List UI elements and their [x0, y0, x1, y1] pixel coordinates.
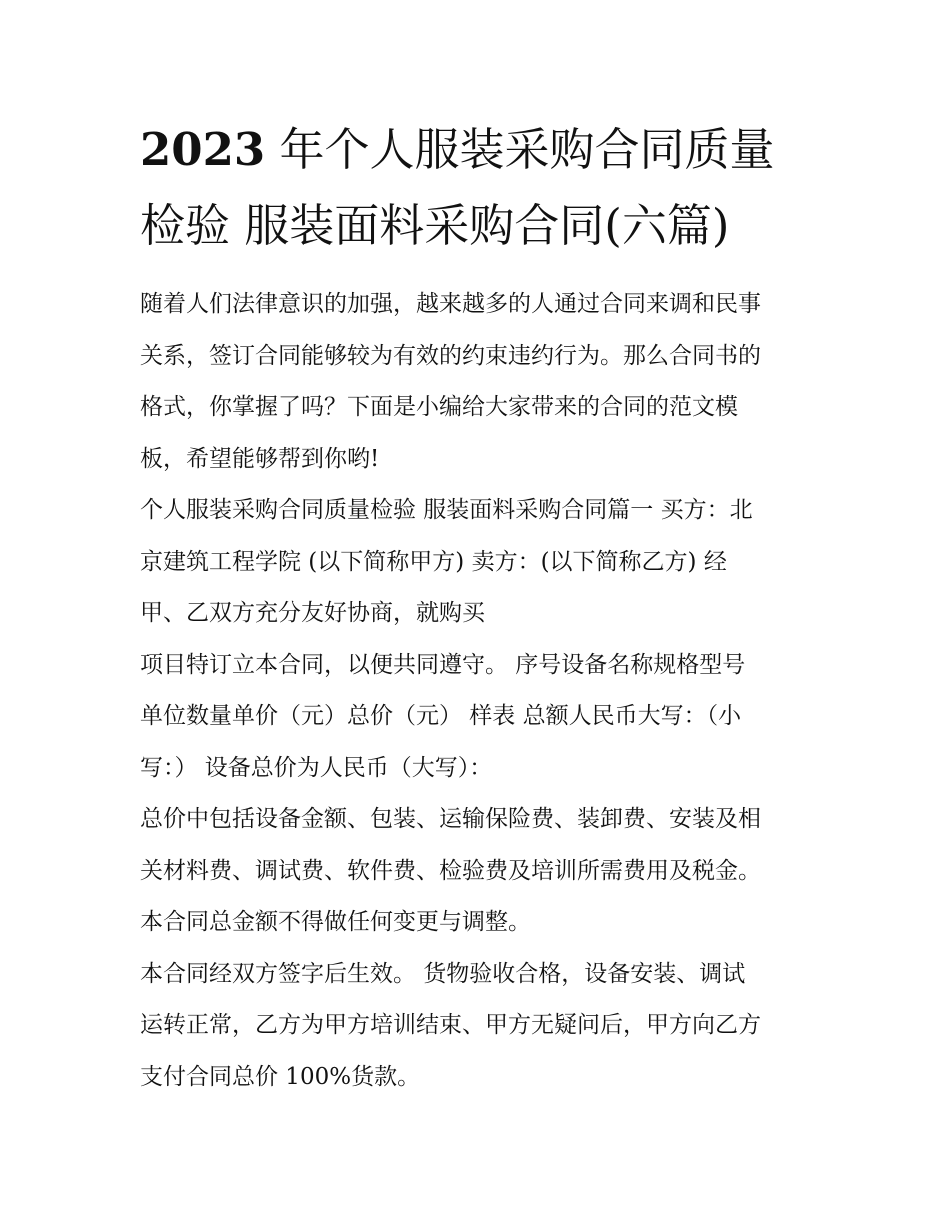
title-line-1	[140, 112, 820, 188]
body-line: 总价中包括设备金额、包装、运输保险费、装卸费、安装及相	[140, 806, 761, 832]
document-title	[140, 112, 820, 264]
body-line: 甲、乙双方充分友好协商，就购买	[140, 600, 485, 626]
body-line: 单位数量单价（元）总价（元） 样表 总额人民币大写：（小	[140, 703, 742, 729]
body-line: 京建筑工程学院 (以下简称甲方) 卖方：(以下简称乙方) 经	[140, 548, 727, 575]
body-line: 本合同总金额不得做任何变更与调整。	[140, 909, 531, 935]
body-line: 板，希望能够帮到你哟!	[140, 445, 380, 472]
title-line-2: 检验 服装面料采购合同(六篇)	[140, 199, 730, 252]
body-line: 写：） 设备总价为人民币（大写）：	[140, 754, 493, 781]
title-line-1-text: 年个人服装采购合同质量	[265, 123, 775, 176]
body-line: 运转正常，乙方为甲方培训结束、甲方无疑问后，甲方向乙方	[140, 1012, 761, 1038]
document-body	[140, 279, 820, 1103]
body-line: 关系，签订合同能够较为有效的约束违约行为。那么合同书的	[140, 342, 761, 369]
body-line: 本合同经双方签字后生效。 货物验收合格，设备安装、调试	[140, 960, 746, 987]
body-line: 随着人们法律意识的加强，越来越多的人通过合同来调和民事	[140, 291, 761, 317]
title-year: 2023	[140, 123, 266, 176]
body-line: 支付合同总价 100%货款。	[140, 1063, 421, 1090]
body-line: 格式，你掌握了吗？下面是小编给大家带来的合同的范文模	[140, 394, 738, 420]
body-line: 项目特订立本合同，以便共同遵守。 序号设备名称规格型号	[140, 651, 746, 678]
body-line: 关材料费、调试费、软件费、检验费及培训所需费用及税金。	[140, 857, 761, 884]
body-line: 个人服装采购合同质量检验 服装面料采购合同篇一 买方：北	[140, 497, 753, 523]
